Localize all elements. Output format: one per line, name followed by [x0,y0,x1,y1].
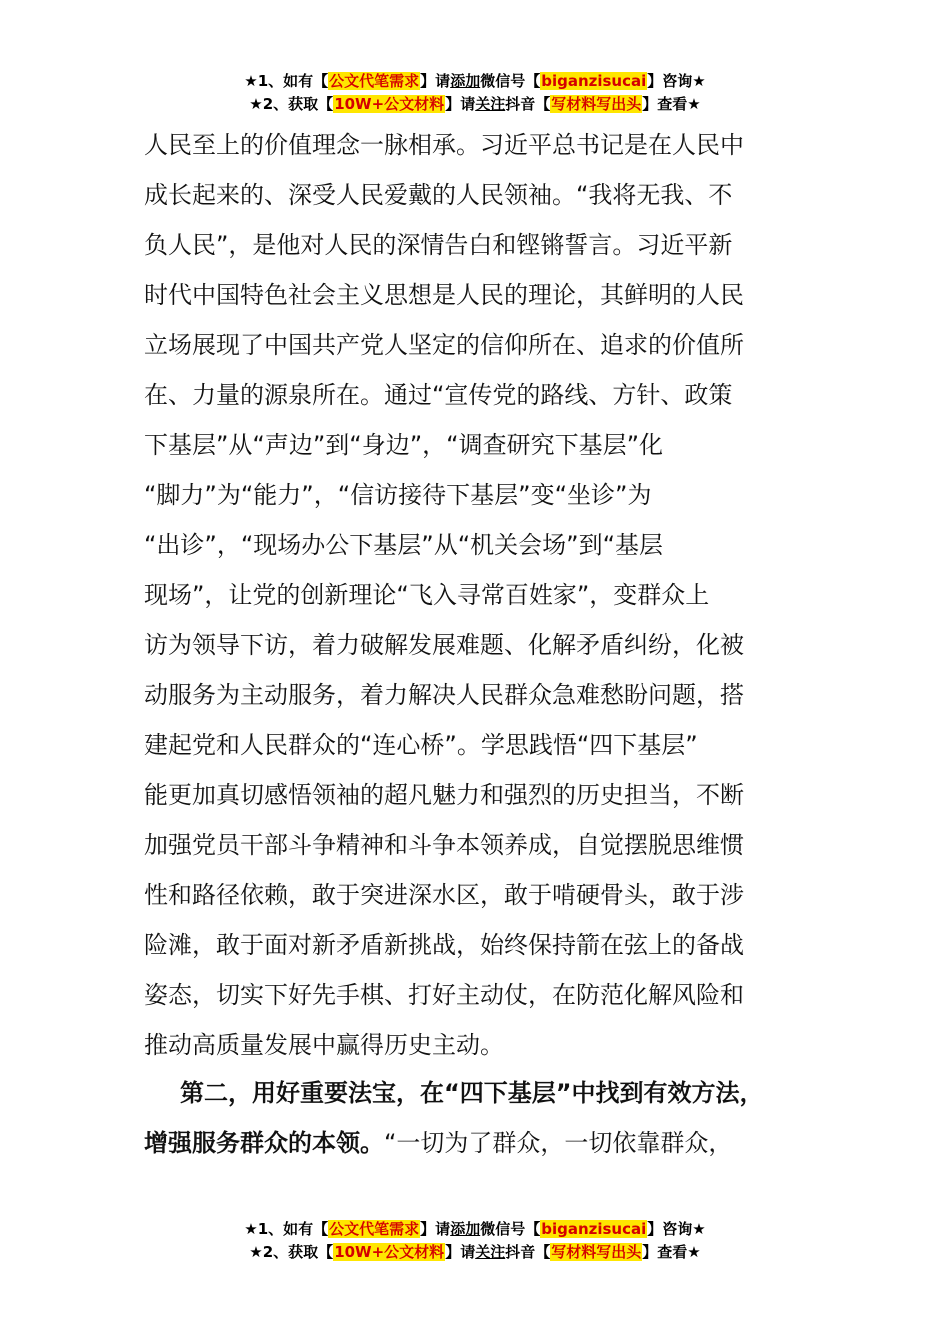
body-paragraph [144,120,824,1070]
banner-highlight: 写材料写出头 [551,95,642,113]
banner-line-1 [0,1218,950,1241]
banner-text: 】请 [420,1220,451,1238]
paragraph-line: 立场展现了中国共产党人坚定的信仰所在、追求的价值所 [144,331,744,359]
heading-line-1 [144,1068,834,1118]
banner-underline: 关注 [475,95,506,113]
banner-highlight: 写材料写出头 [551,1243,642,1261]
paragraph-line: 动服务为主动服务，着力解决人民群众急难愁盼问题，搭 [144,681,744,709]
banner-text: 】请 [420,72,451,90]
paragraph-line: 下基层”从“声边”到“身边”，“调查研究下基层”化 [144,431,664,459]
banner-highlight: 公文代笔需求 [329,1220,420,1238]
paragraph-line: “脚力”为“能力”，“信访接待下基层”变“坐诊”为 [144,481,652,509]
paragraph-text: “一切为了群众，一切依靠群众， [384,1129,733,1157]
banner-highlight: biganzisucai [541,72,647,90]
banner-underline: 添加 [450,1220,481,1238]
section-heading [144,1068,834,1168]
banner-text: 抖音【 [505,95,551,113]
paragraph-line: 人民至上的价值理念一脉相承。习近平总书记是在人民中 [144,131,744,159]
banner-text: 】请 [445,1243,476,1261]
banner-text: 微信号【 [480,72,541,90]
footer-banner [0,1218,950,1264]
paragraph-line: 性和路径依赖，敢于突进深水区，敢于啃硬骨头，敢于涉 [144,881,744,909]
paragraph-line: “出诊”，“现场办公下基层”从“机关会场”到“基层 [144,531,664,559]
paragraph-line: 能更加真切感悟领袖的超凡魅力和强烈的历史担当，不断 [144,781,744,809]
heading-text: 增强服务群众的本领。 [144,1129,384,1157]
banner-text: 】咨询★ [647,72,706,90]
banner-text: ★2、获取【 [249,1243,334,1261]
banner-text: ★1、如有【 [244,72,329,90]
heading-line-2 [144,1118,834,1168]
banner-underline: 添加 [450,72,481,90]
banner-text: 微信号【 [480,1220,541,1238]
banner-line-2 [0,1241,950,1264]
banner-line-2 [0,93,950,116]
paragraph-line: 在、力量的源泉所在。通过“宣传党的路线、方针、政策 [144,381,733,409]
banner-text: 】请 [445,95,476,113]
banner-text: 抖音【 [505,1243,551,1261]
header-banner [0,70,950,116]
banner-text: 】查看★ [642,95,701,113]
banner-highlight: biganzisucai [541,1220,647,1238]
banner-text: 】查看★ [642,1243,701,1261]
paragraph-line: 访为领导下访，着力破解发展难题、化解矛盾纠纷，化被 [144,631,744,659]
paragraph-line: 建起党和人民群众的“连心桥”。学思践悟“四下基层” [144,731,698,759]
paragraph-line: 姿态，切实下好先手棋、打好主动仗，在防范化解风险和 [144,981,744,1009]
banner-highlight: 10W+公文材料 [334,95,445,113]
paragraph-line: 加强党员干部斗争精神和斗争本领养成，自觉摆脱思维惯 [144,831,744,859]
banner-underline: 关注 [475,1243,506,1261]
paragraph-line: 负人民”，是他对人民的深情告白和铿锵誓言。习近平新 [144,231,733,259]
banner-highlight: 10W+公文材料 [334,1243,445,1261]
banner-line-1 [0,70,950,93]
banner-text: 】咨询★ [647,1220,706,1238]
paragraph-line: 险滩，敢于面对新矛盾新挑战，始终保持箭在弦上的备战 [144,931,744,959]
paragraph-line: 推动高质量发展中赢得历史主动。 [144,1031,504,1059]
banner-highlight: 公文代笔需求 [329,72,420,90]
paragraph-line: 现场”，让党的创新理论“飞入寻常百姓家”，变群众上 [144,581,710,609]
paragraph-line: 时代中国特色社会主义思想是人民的理论，其鲜明的人民 [144,281,744,309]
heading-text: 第二，用好重要法宝，在“四下基层”中找到有效方法， [180,1079,764,1107]
paragraph-line: 成长起来的、深受人民爱戴的人民领袖。“我将无我、不 [144,181,733,209]
banner-text: ★2、获取【 [249,95,334,113]
banner-text: ★1、如有【 [244,1220,329,1238]
